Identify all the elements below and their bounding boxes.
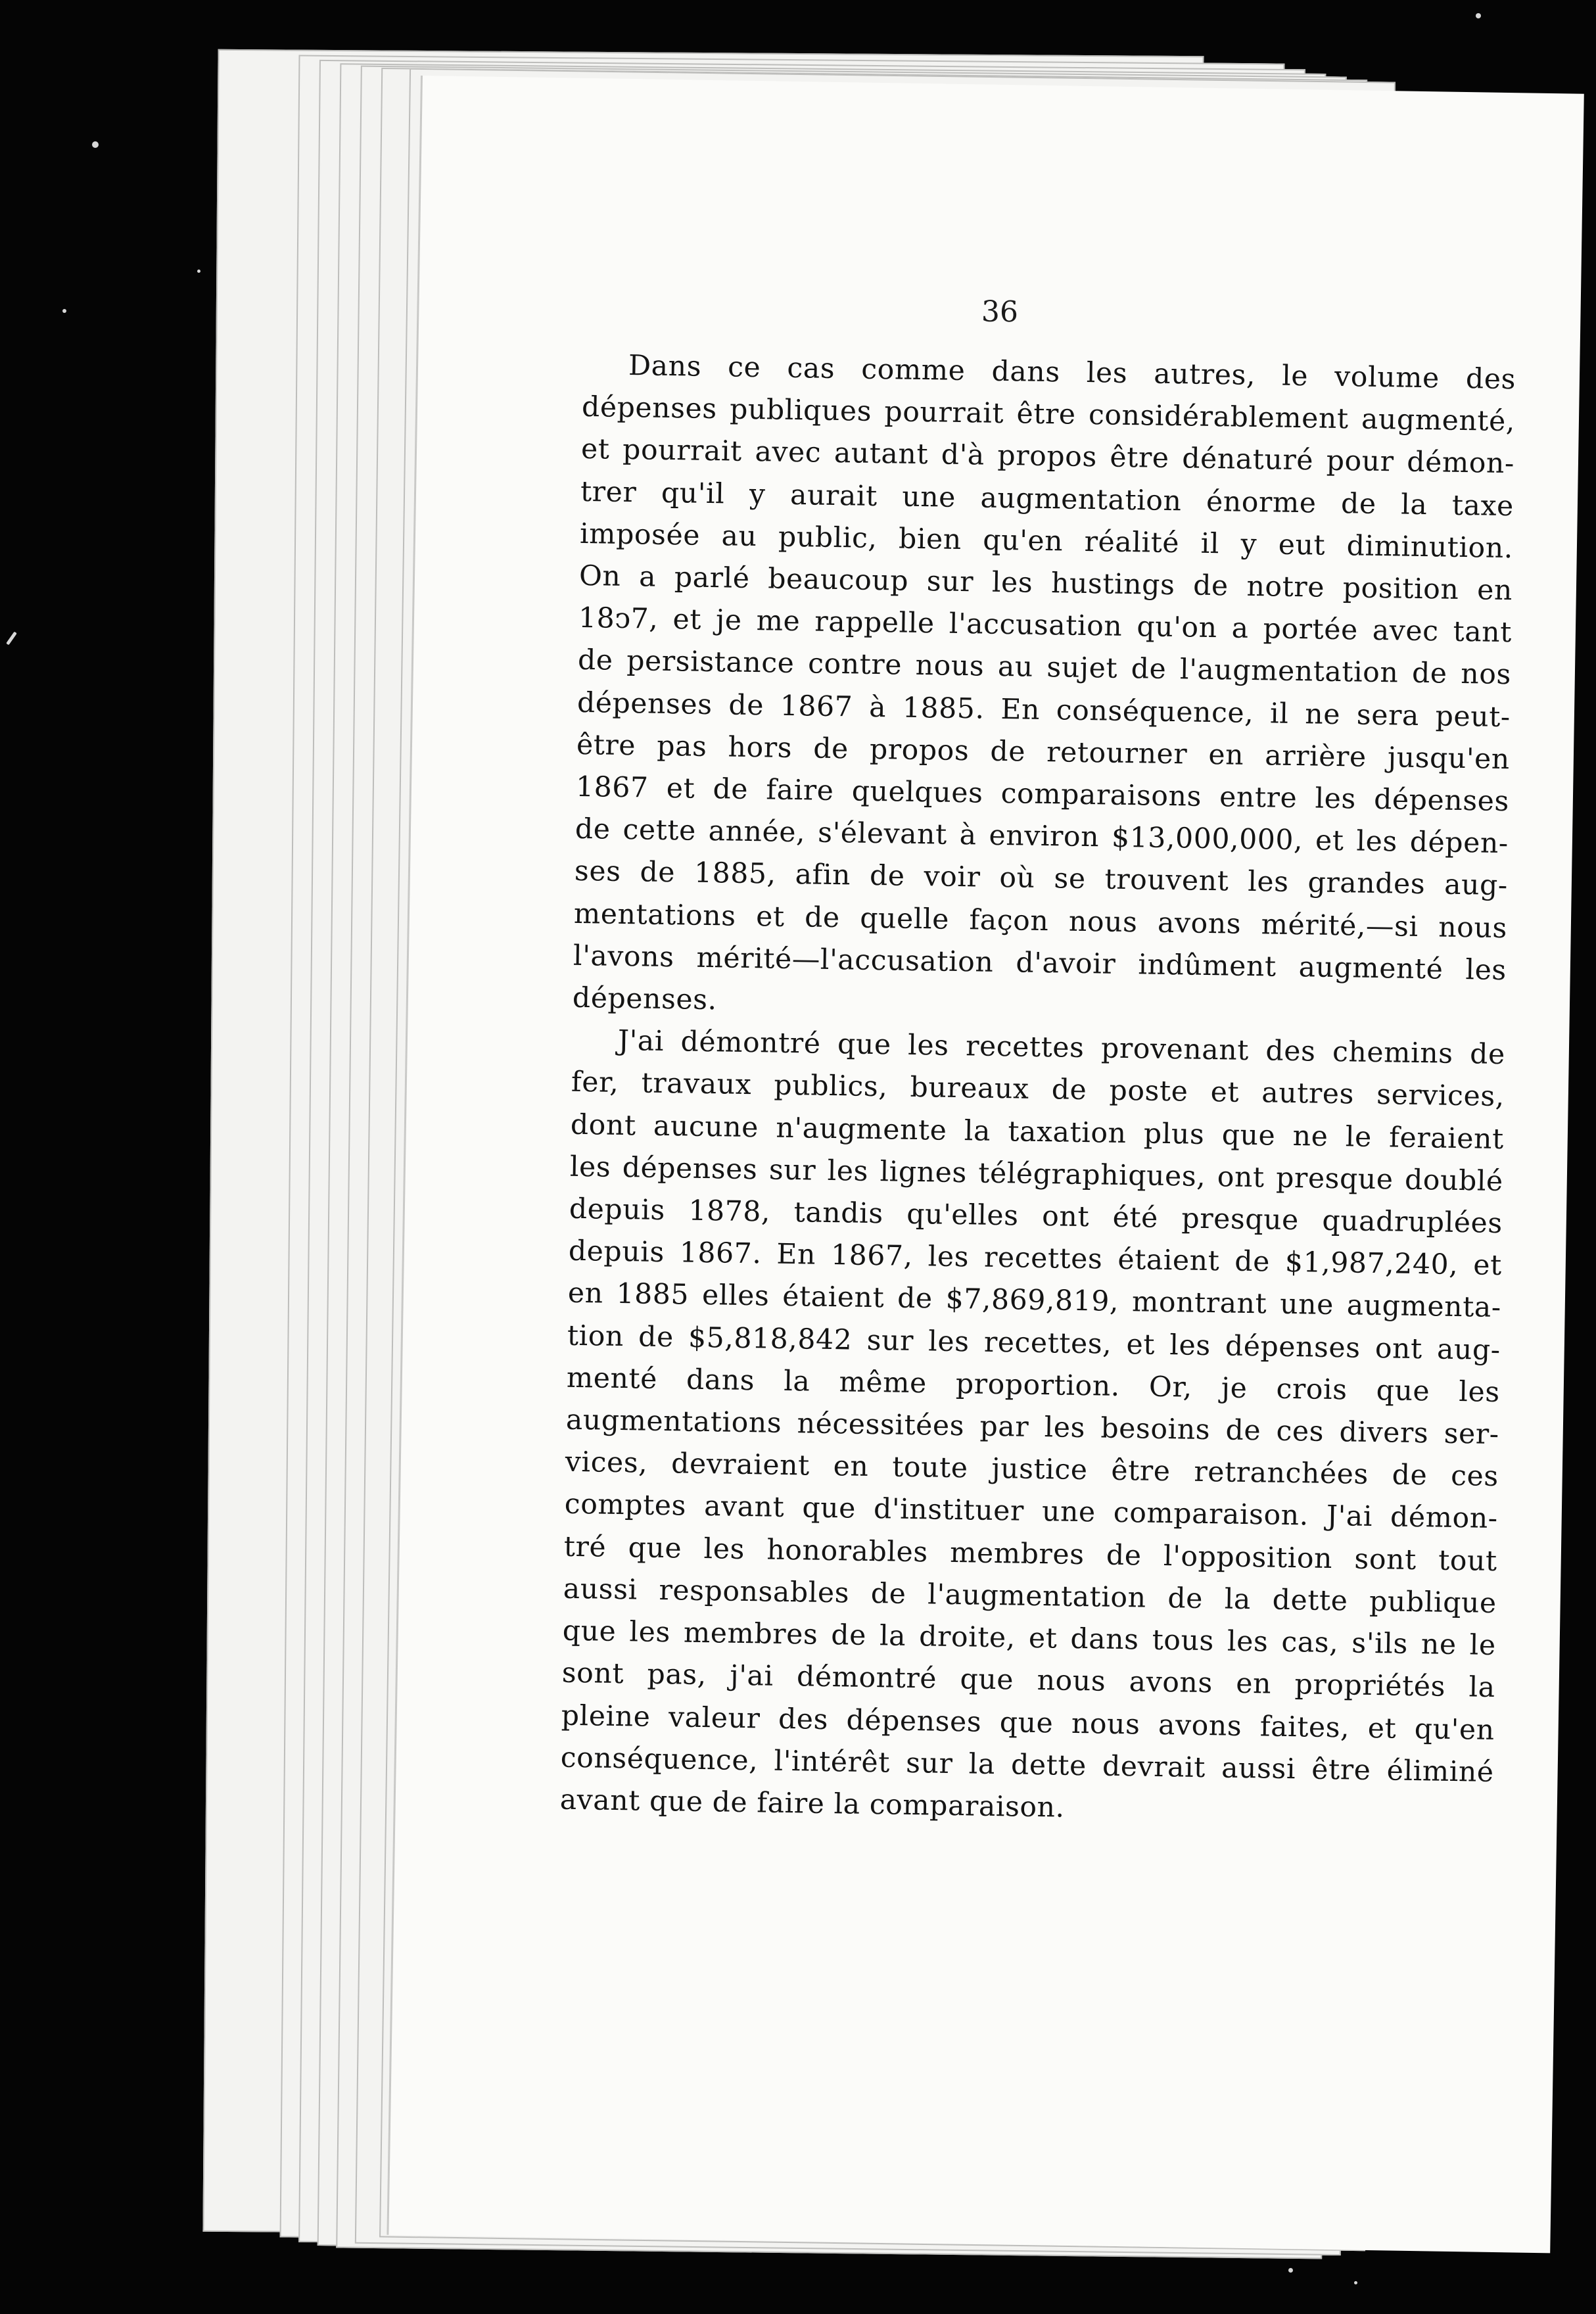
text-line: aussi responsables de l'augmentation de la dette publique <box>563 1572 1497 1620</box>
paragraph-2 <box>559 1020 1505 1836</box>
scan-speck <box>6 632 17 646</box>
text-line: avant que de faire la comparaison. <box>559 1783 1066 1824</box>
text-line: dépenses publiques pourrait être considérablement augmenté, <box>581 391 1516 438</box>
text-line: tion de $5,818,842 sur les recettes, et les dépenses ont aug- <box>567 1319 1501 1367</box>
text-line: dépenses de 1867 à 1885. En conséquence, il ne sera peut- <box>576 686 1511 734</box>
text-line: menté dans la même proportion. Or, je crois que les <box>566 1361 1501 1409</box>
scan-speck <box>62 309 66 313</box>
text-line: être pas hors de propos de retourner en arrière jusqu'en <box>576 728 1511 776</box>
text-line: augmentations nécessitées par les besoins de ces divers ser- <box>565 1404 1500 1452</box>
text-line: J'ai démontré que les recettes provenant des chemins de <box>617 1025 1506 1072</box>
scan-speck <box>1354 2281 1357 2284</box>
text-line: Dans ce cas comme dans les autres, le volume des <box>628 350 1516 396</box>
text-line: sont pas, j'ai démontré que nous avons en propriétés la <box>561 1657 1496 1705</box>
text-line: fer, travaux publics, bureaux de poste et autres services, <box>571 1066 1505 1114</box>
text-line: 18ↄ7, et je me rappelle l'accusation qu'on a portée avec tant <box>578 602 1513 649</box>
text-line: l'avons mérité—l'accusation d'avoir indûment augmenté les <box>573 939 1507 987</box>
text-line: trer qu'il y aurait une augmentation énorme de la taxe <box>580 475 1514 523</box>
text-line: en 1885 elles étaient de $7,869,819, montrant une augmenta- <box>567 1277 1502 1325</box>
scan-speck <box>92 141 99 148</box>
text-line: et pourrait avec autant d'à propos être dénaturé pour démon- <box>580 433 1515 481</box>
text-line: dont aucune n'augmente la taxation plus que ne le feraient <box>570 1108 1505 1156</box>
scan-speck <box>1288 2268 1293 2273</box>
scan-speck <box>1476 13 1481 18</box>
text-line: On a parlé beaucoup sur les hustings de notre position en <box>578 559 1513 607</box>
text-line: conséquence, l'intérêt sur la dette devrait aussi être éliminé <box>560 1741 1495 1789</box>
paragraph-1 <box>572 344 1516 1034</box>
scan-speck <box>197 270 200 273</box>
page-number: 36 <box>981 295 1019 329</box>
text-line: dépenses. <box>572 981 718 1017</box>
text-line: que les membres de la droite, et dans tous les cas, s'ils ne le <box>562 1615 1497 1663</box>
text-line: de cette année, s'élevant à environ $13,000,000, et les dépen- <box>575 813 1509 861</box>
text-line: comptes avant que d'instituer une comparaison. J'ai démon- <box>564 1488 1499 1536</box>
text-line: depuis 1878, tandis qu'elles ont été presque quadruplées <box>569 1192 1503 1240</box>
text-line: ses de 1885, afin de voir où se trouvent les grandes aug- <box>574 855 1509 903</box>
text-line: les dépenses sur les lignes télégraphiques, ont presque doublé <box>569 1150 1504 1198</box>
text-line: de persistance contre nous au sujet de l'augmentation de nos <box>577 644 1512 692</box>
text-line: vices, devraient en toute justice être retranchées de ces <box>565 1446 1499 1494</box>
text-line: 1867 et de faire quelques comparaisons entre les dépenses <box>575 770 1510 818</box>
text-line: imposée au public, bien qu'en réalité il y eut diminution. <box>579 517 1514 565</box>
text-line: pleine valeur des dépenses que nous avons faites, et qu'en <box>561 1699 1495 1747</box>
text-line: depuis 1867. En 1867, les recettes étaient de $1,987,240, et <box>568 1235 1503 1283</box>
text-line: tré que les honorables membres de l'opposition sont tout <box>563 1530 1498 1578</box>
body-text <box>559 344 1516 1836</box>
text-line: mentations et de quelle façon nous avons mérité,—si nous <box>573 897 1508 945</box>
document-page <box>387 76 1584 2253</box>
